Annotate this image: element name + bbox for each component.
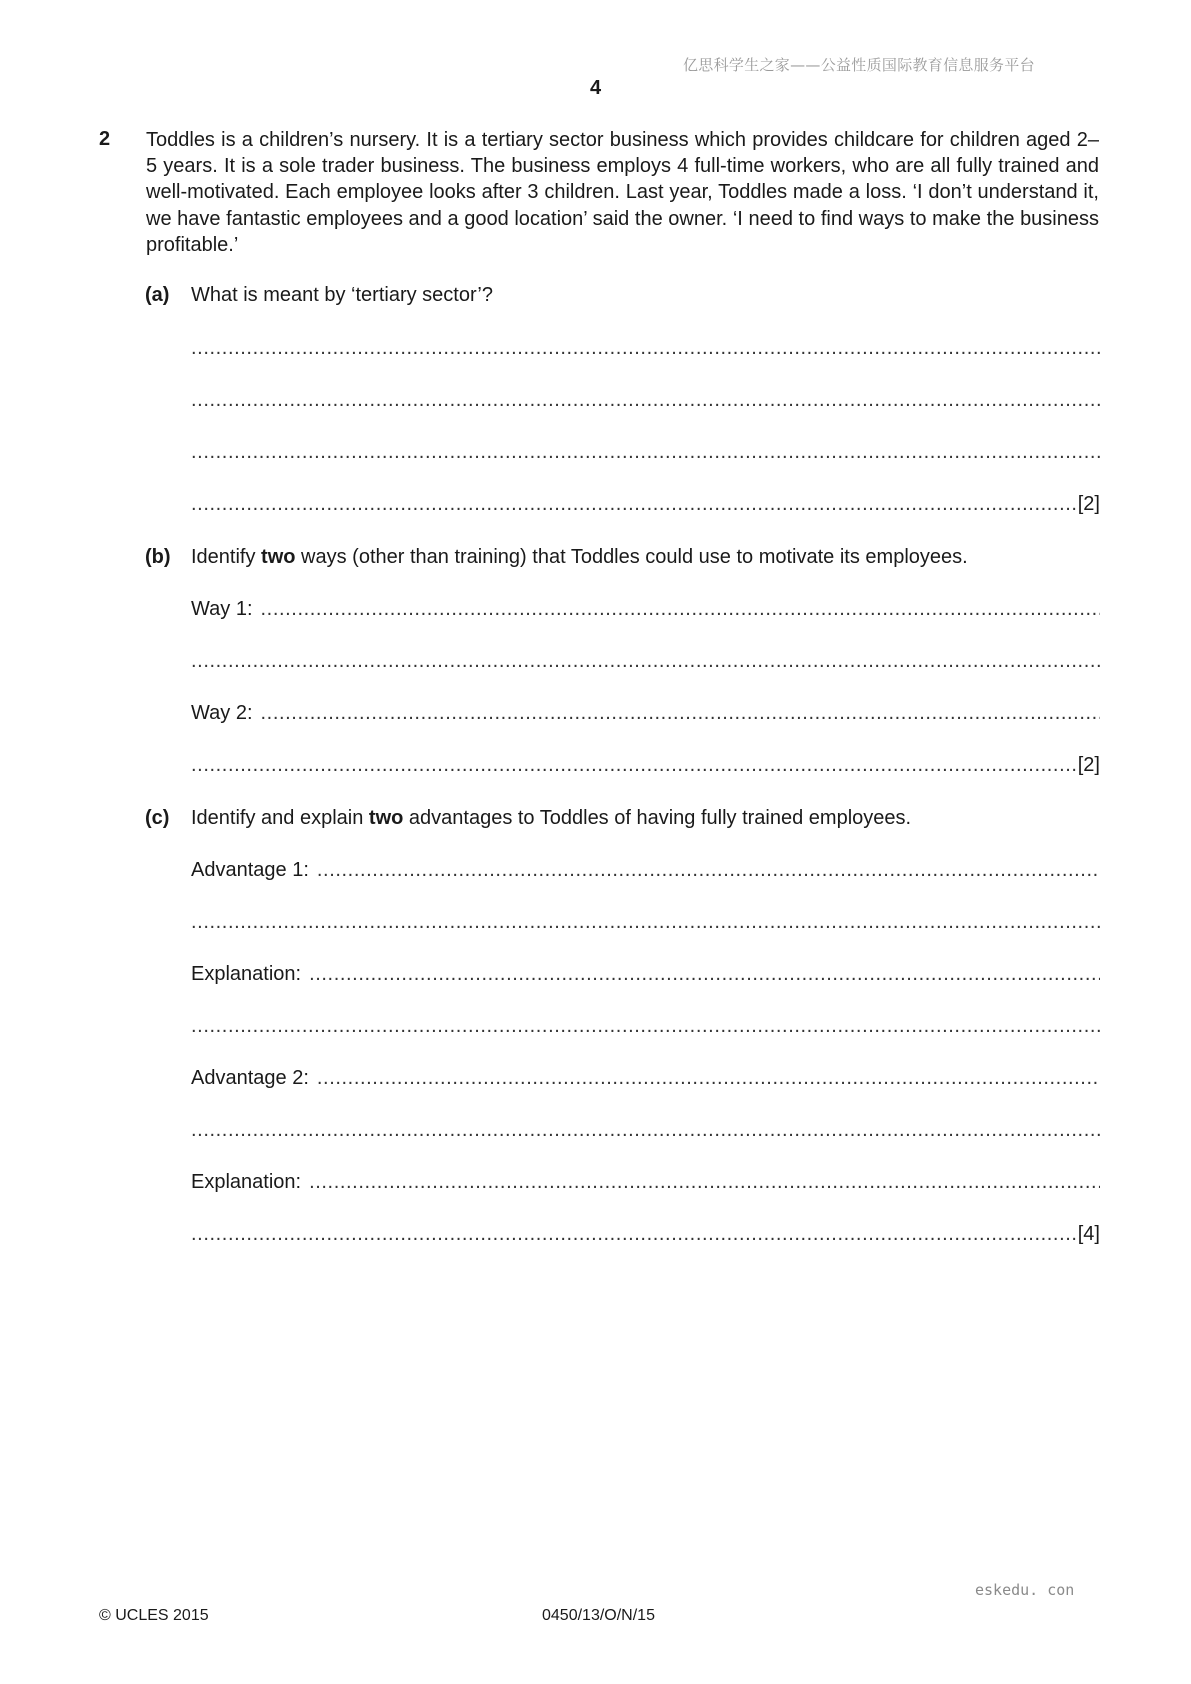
- advantage-2-label: Advantage 2:: [191, 1067, 309, 1089]
- footer-watermark: eskedu. con: [975, 1581, 1075, 1599]
- advantage-2-answer-line-2[interactable]: [191, 1119, 1100, 1145]
- part-c-marks: [4]: [1077, 1223, 1100, 1245]
- question-stem: Toddles is a children’s nursery. It is a tertiary sector business which provides childcare for children aged 2–5 years. It is a sole trader business. The business employs 4 full-time workers, who are all fully trained and well-motivated. Each employee looks after 3 children. Last year, Toddles made a loss. ‘I don’t understand it, we have fantastic employees and a good location’ said the owner. ‘I need to find ways to make the business profitable.’: [146, 129, 1099, 256]
- header-watermark: 亿思科学生之家——公益性质国际教育信息服务平台: [683, 56, 1035, 74]
- paper-code: 0450/13/O/N/15: [542, 1607, 655, 1624]
- explanation-1-answer-line[interactable]: [191, 963, 1100, 989]
- way-1-label: Way 1:: [191, 598, 253, 620]
- explanation-2-answer-line-2[interactable]: [191, 1223, 1100, 1249]
- advantage-1-answer-line[interactable]: [191, 859, 1100, 885]
- part-a-answer-line-1[interactable]: [191, 337, 1100, 363]
- part-c-label: (c): [145, 807, 170, 829]
- way-2-label: Way 2:: [191, 702, 253, 724]
- advantage-1-label: Advantage 1:: [191, 859, 309, 881]
- part-a-answer-line-2[interactable]: [191, 389, 1100, 415]
- part-b-marks: [2]: [1077, 754, 1100, 776]
- part-a-marks: [2]: [1077, 493, 1100, 515]
- part-b-question: Identify two ways (other than training) that Toddles could use to motivate its employees.: [191, 546, 968, 568]
- part-a-answer-line-3[interactable]: [191, 441, 1100, 467]
- part-a-question: What is meant by ‘tertiary sector’?: [191, 284, 493, 306]
- copyright: © UCLES 2015: [99, 1607, 209, 1624]
- part-b-emphasis: two: [261, 546, 296, 568]
- way-1-answer-line-2[interactable]: [191, 650, 1100, 676]
- part-c-emphasis: two: [368, 807, 404, 829]
- way-1-answer-line[interactable]: [191, 598, 1100, 624]
- advantage-2-answer-line[interactable]: [191, 1067, 1100, 1093]
- advantage-1-answer-line-2[interactable]: [191, 911, 1100, 937]
- part-a-answer-line-4[interactable]: [191, 493, 1100, 519]
- explanation-2-answer-line[interactable]: [191, 1171, 1100, 1197]
- page-number: 4: [589, 77, 602, 99]
- part-c-question: Identify and explain two advantages to Toddles of having fully trained employees.: [191, 807, 912, 829]
- explanation-1-answer-line-2[interactable]: [191, 1015, 1100, 1041]
- question-number: 2: [99, 128, 111, 150]
- way-2-answer-line-2[interactable]: [191, 754, 1100, 780]
- explanation-1-label: Explanation:: [191, 963, 302, 985]
- part-a-label: (a): [145, 284, 170, 306]
- way-2-answer-line[interactable]: [191, 702, 1100, 728]
- explanation-2-label: Explanation:: [191, 1171, 302, 1193]
- part-b-label: (b): [145, 546, 171, 568]
